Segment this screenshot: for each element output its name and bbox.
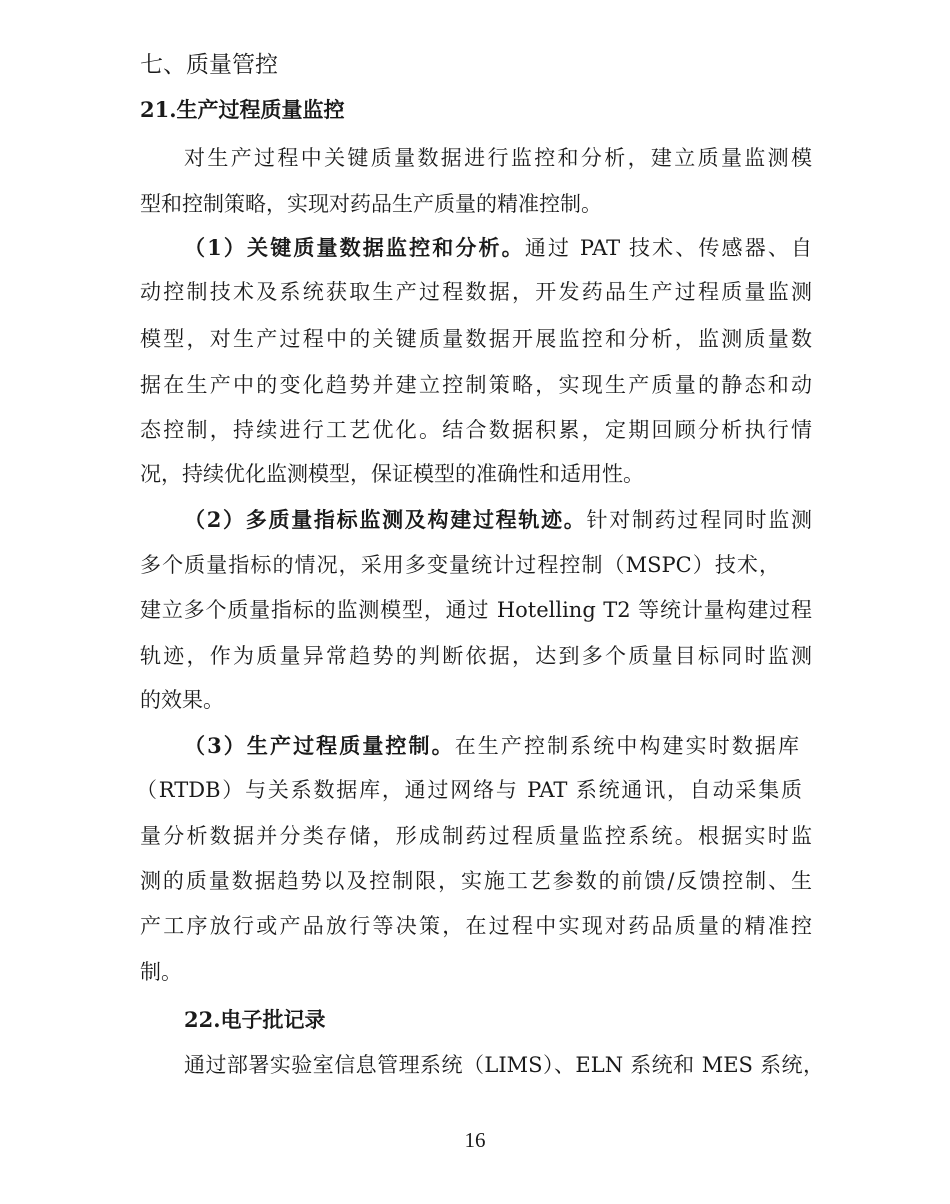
- p1-line: 况，持续优化监测模型，保证模型的准确性和适用性。: [140, 462, 644, 486]
- p3-line: 产工序放行或产品放行等决策，在过程中实现对药品质量的精准控: [140, 914, 812, 938]
- s22-line: 通过部署实验室信息管理系统（LIMS）、ELN 系统和 MES 系统，: [184, 1053, 824, 1077]
- p1-line: 据在生产中的变化趋势并建立控制策略，实现生产质量的静态和动: [140, 373, 812, 397]
- p1-lead: （1）关键质量数据监控和分析。: [184, 235, 525, 260]
- p1-line: 动控制技术及系统获取生产过程数据，开发药品生产过程质量监测: [140, 280, 812, 304]
- p2-line: 建立多个质量指标的监测模型，通过 Hotelling T2 等统计量构建过程: [140, 598, 812, 622]
- p2-line: [184, 505, 812, 535]
- subsection-title-22: 22.电子批记录: [184, 1007, 326, 1032]
- p3-line: 量分析数据并分类存储，形成制药过程质量监控系统。根据实时监: [140, 824, 812, 848]
- page-number: 16: [464, 1128, 486, 1152]
- p2-text: 针对制药过程同时监测: [586, 508, 812, 532]
- p2-lead: （2）多质量指标监测及构建过程轨迹。: [184, 507, 587, 532]
- intro-line: 对生产过程中关键质量数据进行监控和分析，建立质量监测模: [184, 146, 812, 170]
- p3-text: 在生产控制系统中构建实时数据库: [454, 734, 799, 758]
- p3-line: （RTDB）与关系数据库，通过网络与 PAT 系统通讯，自动采集质: [136, 778, 802, 802]
- intro-line: 型和控制策略，实现对药品生产质量的精准控制。: [140, 192, 602, 216]
- p2-line: 轨迹，作为质量异常趋势的判断依据，达到多个质量目标同时监测: [140, 644, 812, 668]
- p1-line: [184, 233, 812, 263]
- p3-line: 测的质量数据趋势以及控制限，实施工艺参数的前馈/反馈控制、生: [140, 869, 812, 893]
- p2-line: 的效果。: [140, 688, 224, 712]
- p3-line: 制。: [140, 960, 182, 984]
- p1-text: 通过 PAT 技术、传感器、自: [524, 236, 812, 260]
- p1-line: 模型，对生产过程中的关键质量数据开展监控和分析，监测质量数: [140, 327, 812, 351]
- p2-line: 多个质量指标的情况，采用多变量统计过程控制（MSPC）技术，: [140, 553, 780, 577]
- p3-line: [184, 731, 799, 761]
- section-title: 七、质量管控: [140, 52, 278, 78]
- p1-line: 态控制，持续进行工艺优化。结合数据积累，定期回顾分析执行情: [140, 418, 812, 442]
- p3-lead: （3）生产过程质量控制。: [184, 733, 455, 758]
- subsection-title-21: 21.生产过程质量监控: [140, 97, 345, 122]
